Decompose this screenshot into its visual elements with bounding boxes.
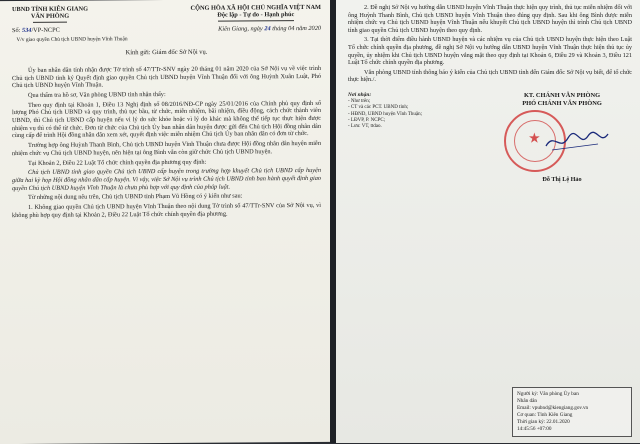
quoted-law: Chủ tịch UBND tỉnh giao quyền Chủ tịch UBND cấp huyện trong trường hợp khuyết Chủ tịch UBND cấp huyện giữa hai kỳ họp Hội đồng nhân dân cấp huyện. Vì vậy, việc Sở Nội vụ trình Chủ tịch UBND tỉnh ban hành quyết định giao quyền Chủ tịch UBND huyện Vĩnh Thuận là chưa phù hợp với quy định của pháp luật. (12, 167, 321, 192)
ref-suffix: /VP-NCPC (31, 27, 60, 35)
recipient-item: - HĐND, UBND huyện Vĩnh Thuận; (348, 111, 422, 117)
paragraph: Theo quy định tại Khoản 1, Điều 13 Nghị định số 08/2016/NĐ-CP ngày 25/01/2016 của Chính phủ quy định số lượng Phó Chủ tịch UBND và quy trình, thủ tục bầu, từ chức, miễn nhiệm, bãi nhiệm, điều động, cách chức thành viên UBND, thì Chủ tịch UBND cấp huyện nếu vì lý do sức khỏe hoặc vì lý do khác mà không thể tiếp tục thực hiện được nhiệm vụ thì có thể từ chức. Đơn từ chức của Chủ tịch Ủy ban nhân dân huyện được gửi đến Chủ tịch Hội đồng nhân dân cùng cấp để trình Hội đồng nhân dân xem xét, quyết định việc miễn nhiệm Chủ tịch Ủy ban nhân dân có đơn từ chức. (12, 99, 321, 140)
divider (33, 21, 67, 22)
divider (218, 20, 294, 21)
ds-time-cont: 14:45:56 +07:00 (517, 426, 552, 432)
paragraph: Tại Khoản 2, Điều 22 Luật Tổ chức chính quyền địa phương quy định: (28, 158, 207, 167)
document-subject: V/v giao quyền Chủ tịch UBND huyện Vĩnh Thuận (16, 36, 128, 44)
ds-signer-cont: Nhân dân (517, 398, 538, 404)
ds-time: Thời gian ký: 22.01.2020 (517, 419, 570, 425)
recipients-title: Nơi nhận: (348, 91, 372, 98)
date-rest: tháng 04 năm 2020 (272, 25, 321, 33)
date-day: 24 (264, 25, 271, 33)
republic-name: CỘNG HÒA XÃ HỘI CHỦ NGHĨA VIỆT NAM (190, 3, 321, 12)
office-name: VĂN PHÒNG (30, 13, 70, 21)
document-date (218, 25, 321, 33)
signer-title: KT. CHÁNH VĂN PHÒNG (523, 91, 601, 99)
paragraph: 1. Không giao quyền Chủ tịch UBND huyện Vĩnh Thuận theo nội dung Tờ trình số 47/TTr-SNV của Sở Nội vụ, vì không phù hợp quy định tại Khoản 2, Điều 22 Luật Tổ chức chính quyền địa phương. (12, 201, 321, 219)
star-icon: ★ (529, 130, 540, 145)
paragraph: Từ những nội dung nêu trên, Chủ tịch UBND tỉnh Phạm Vũ Hồng có ý kiến như sau: (28, 192, 243, 202)
handwritten-signature (542, 128, 612, 154)
signature-block (348, 92, 632, 184)
recipients-list (348, 92, 468, 184)
paragraph: 3. Tại thời điểm điều hành UBND huyện và các nhiệm vụ của Chủ tịch UBND huyện thực hiện theo Luật Tổ chức chính quyền địa phương, đề nghị Sở Nội vụ hướng dẫn UBND huyện Vĩnh Thuận thực hiện thủ tục ủy quyền, ủy nhiệm khi Chủ tịch UBND huyện vắng mặt theo quy định tại Khoản 6, Điều 29 và Khoản 3, Điều 121 Luật Tổ chức chính quyền địa phương. (348, 36, 632, 67)
digital-signature-box (512, 387, 632, 437)
ref-prefix: Số: (12, 27, 21, 35)
issuing-agency (12, 6, 88, 23)
date-place: Kiên Giang, ngày (218, 25, 263, 33)
agency-name: UBND TỈNH KIÊN GIANG (12, 5, 88, 14)
paragraph: 2. Đề nghị Sở Nội vụ hướng dẫn UBND huyện Vĩnh Thuận thực hiện quy trình, thủ tục miễn nhiệm đối với ông Huỳnh Thanh Bình, Chủ tịch UBND huyện Vĩnh Thuận theo đúng quy định. Sau khi ông Bình được miễn nhiệm chức vụ Chủ tịch UBND huyện Vĩnh Thuận nếu khuyết Chủ tịch UBND huyện thì trình Chủ tịch UBND tỉnh giao quyền Chủ tịch UBND huyện theo quy định. (348, 4, 632, 34)
paragraph-quote (12, 167, 321, 192)
recipient-item: - CT và các PCT. UBND tỉnh; (348, 105, 409, 111)
salutation: Kính gửi: Giám đốc Sở Nội vụ. (125, 48, 208, 57)
paragraph: Qua thẩm tra hồ sơ, Văn phòng UBND tỉnh nhận thấy: (28, 90, 166, 99)
paragraph: Trường hợp ông Huỳnh Thanh Bình, Chủ tịch UBND huyện Vĩnh Thuận chưa được Hội đồng nhân dân huyện miễn nhiệm chức vụ Chủ tịch UBND huyện, nên hiện tại ông Bình vẫn còn giữ chức Chủ tịch UBND huyện. (12, 140, 321, 157)
ref-number: 534 (21, 27, 32, 35)
reference-row (12, 25, 321, 34)
signer-name: Đỗ Thị Lệ Hảo (542, 175, 582, 183)
recipient-item: - LĐVP, P. NCPC; (348, 117, 386, 123)
recipient-item: - Lưu: VT, ttdao. (348, 123, 382, 129)
national-motto: Độc lập - Tự do - Hạnh phúc (217, 11, 295, 20)
signer (492, 92, 632, 184)
signer-subtitle: PHÓ CHÁNH VĂN PHÒNG (522, 99, 602, 107)
ds-email: Email: vpubnd@kiengiang.gov.vn (517, 405, 589, 411)
paragraph: Ủy ban nhân dân tỉnh nhận được Tờ trình số 47/TTr-SNV ngày 20 tháng 01 năm 2020 của Sở Nội vụ về việc trình Chủ tịch UBND tỉnh ký Quyết định giao quyền Chủ tịch UBND huyện Vĩnh Thuận đối với ông Huỳnh Xuân Luật, Phó Chủ tịch UBND huyện Vĩnh Thuận. (12, 64, 321, 90)
official-seal (502, 110, 622, 174)
ds-signer: Người ký: Văn phòng Ủy ban (517, 391, 579, 397)
paragraph: Văn phòng UBND tỉnh thông báo ý kiến của Chủ tịch UBND tỉnh đến Giám đốc Sở Nội vụ biết, để tổ chức thực hiện./. (348, 68, 632, 84)
letter-header (12, 4, 321, 22)
ds-agency: Cơ quan: Tỉnh Kiên Giang (517, 412, 573, 418)
document-number (12, 27, 60, 34)
letter-page-2 (336, 0, 640, 443)
recipient-item: - Như trên; (348, 99, 371, 105)
national-heading (191, 4, 321, 21)
